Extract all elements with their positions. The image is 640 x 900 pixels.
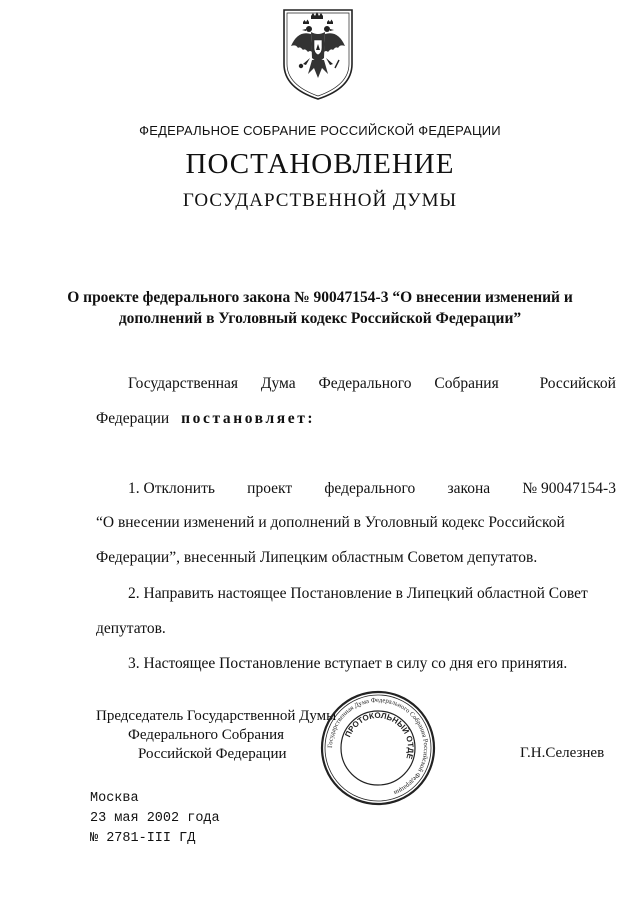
decree-word: постановляет: xyxy=(181,410,316,427)
document-subtitle: ГОСУДАРСТВЕННОЙ ДУМЫ xyxy=(182,190,458,211)
stamp-outer-text: Государственная Дума Федерального Собрания Российской Федерации xyxy=(326,696,430,797)
signing-date: 23 мая 2002 года xyxy=(90,811,220,826)
preamble-word: Государственная xyxy=(128,375,239,392)
item-2-line-1: 2. Направить настоящее Постановление в Липецкий областной Совет xyxy=(128,585,588,602)
preamble-word: Федерального xyxy=(318,375,412,392)
preamble-line-2 xyxy=(96,410,616,428)
item-1-word: федерального xyxy=(324,480,416,497)
item-1-word: проект xyxy=(247,480,293,497)
document-title: ПОСТАНОВЛЕНИЕ xyxy=(185,148,455,180)
preamble-word: Российской xyxy=(539,375,616,392)
signatory-title-line-1: Председатель Государственной Думы xyxy=(96,708,337,724)
document-footer xyxy=(90,789,220,849)
item-2-line-2: депутатов. xyxy=(96,620,166,637)
subject-line-2: дополнений в Уголовный кодекс Российской Федерации” xyxy=(118,310,522,327)
item-1-line-1 xyxy=(128,480,616,498)
preamble-word: Собрания xyxy=(434,375,499,392)
signatory-name: Г.Н.Селезнев xyxy=(520,745,605,761)
item-1-word: закона xyxy=(447,480,491,497)
item-3-line-1: 3. Настоящее Постановление вступает в силу со дня его принятия. xyxy=(128,655,568,672)
preamble-line-1 xyxy=(128,375,616,393)
place-of-signing: Москва xyxy=(90,791,139,806)
document-number: № 2781-III ГД xyxy=(90,831,196,846)
preamble-federation: Федерации xyxy=(96,410,170,427)
item-1-line-2: “О внесении изменений и дополнений в Уголовный кодекс Российской xyxy=(96,514,565,531)
stamp-inner-text: ПРОТОКОЛЬНЫЙ ОТДЕЛ xyxy=(343,710,416,761)
item-1-line-3: Федерации”, внесенный Липецким областным Советом депутатов. xyxy=(96,549,538,566)
signatory-title-line-3: Российской Федерации xyxy=(138,746,287,762)
subject-line-1: О проекте федерального закона № 90047154-3 “О внесении изменений и xyxy=(67,289,573,306)
double-headed-eagle-emblem xyxy=(278,6,358,102)
document-subject xyxy=(60,287,580,329)
item-1-word: 1. Отклонить xyxy=(128,480,215,497)
preamble-word: Дума xyxy=(260,375,296,392)
official-stamp xyxy=(318,688,438,808)
item-1-word: № 90047154-3 xyxy=(522,480,616,497)
authority-name: ФЕДЕРАЛЬНОЕ СОБРАНИЕ РОССИЙСКОЙ ФЕДЕРАЦИИ xyxy=(139,123,501,138)
signatory-title-line-2: Федерального Собрания xyxy=(128,727,285,743)
